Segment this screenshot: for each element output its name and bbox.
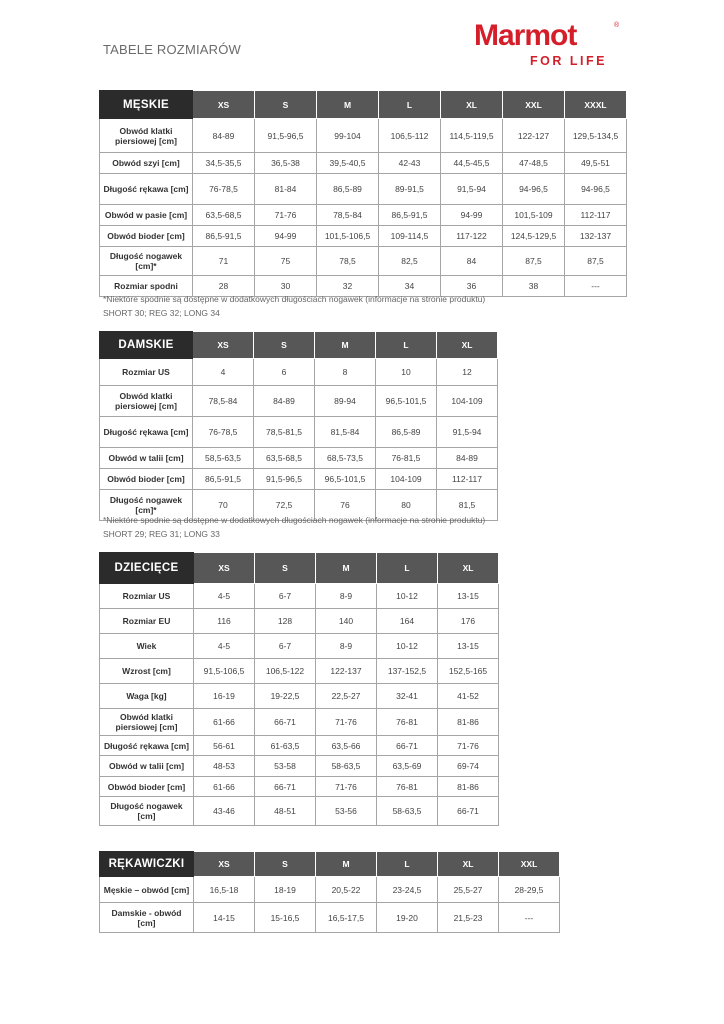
page-title: TABELE ROZMIARÓW: [103, 42, 242, 57]
row-label: Rozmiar EU: [100, 609, 194, 634]
table-cell: 56-61: [194, 736, 255, 756]
table-category-header: RĘKAWICZKI: [100, 852, 194, 877]
table-cell: 82,5: [379, 247, 441, 276]
table-row: [100, 903, 560, 933]
size-header: L: [376, 332, 437, 359]
size-header: M: [316, 852, 377, 877]
table-row: [100, 469, 498, 490]
table-row: [100, 417, 498, 448]
table-cell: 86,5-91,5: [193, 226, 255, 247]
table-cell: 34: [379, 276, 441, 297]
table-cell: ---: [499, 903, 560, 933]
table-cell: 91,5-106,5: [194, 659, 255, 684]
table-cell: 112-117: [437, 469, 498, 490]
table-cell: 76-81,5: [376, 448, 437, 469]
table-cell: 176: [438, 609, 499, 634]
table-cell: 96,5-101,5: [315, 469, 376, 490]
table-cell: 22,5-27: [316, 684, 377, 709]
table-cell: 18-19: [255, 877, 316, 903]
size-header: XXXL: [565, 91, 627, 119]
table-cell: 36,5-38: [255, 153, 317, 174]
table-cell: 91,5-96,5: [255, 119, 317, 153]
table-cell: 99-104: [317, 119, 379, 153]
table-cell: 71: [193, 247, 255, 276]
table-cell: 84-89: [254, 386, 315, 417]
row-label: Rozmiar US: [100, 359, 193, 386]
table-cell: 32: [317, 276, 379, 297]
table-cell: 4-5: [194, 584, 255, 609]
table-cell: 91,5-94: [441, 174, 503, 205]
table-cell: 129,5-134,5: [565, 119, 627, 153]
size-header: XL: [438, 852, 499, 877]
table-cell: 10-12: [377, 634, 438, 659]
table-row: [100, 684, 499, 709]
table-cell: 76: [315, 490, 376, 521]
table-cell: 30: [255, 276, 317, 297]
table-cell: 63,5-68,5: [254, 448, 315, 469]
table-cell: 66-71: [255, 777, 316, 797]
table-cell: 122-127: [503, 119, 565, 153]
table-cell: 76-78,5: [193, 174, 255, 205]
table-cell: 84-89: [193, 119, 255, 153]
table-cell: 86,5-91,5: [193, 469, 254, 490]
table-cell: 71-76: [255, 205, 317, 226]
table-cell: 21,5-23: [438, 903, 499, 933]
table-cell: 101,5-106,5: [317, 226, 379, 247]
table-cell: 106,5-112: [379, 119, 441, 153]
table-row: [100, 797, 499, 826]
table-cell: 112-117: [565, 205, 627, 226]
table-cell: 63,5-66: [316, 736, 377, 756]
table-cell: 16,5-17,5: [316, 903, 377, 933]
size-table-mens: [99, 90, 627, 297]
table-cell: 20,5-22: [316, 877, 377, 903]
logo-tagline: FOR LIFE: [530, 54, 607, 68]
table-cell: 72,5: [254, 490, 315, 521]
size-header: XXL: [503, 91, 565, 119]
table-row: [100, 153, 627, 174]
size-table-gloves: [99, 851, 560, 933]
table-cell: 41-52: [438, 684, 499, 709]
table-row: [100, 386, 498, 417]
table-cell: 84: [441, 247, 503, 276]
row-label: Obwód szyi [cm]: [100, 153, 193, 174]
size-header: S: [255, 91, 317, 119]
table-cell: 58-63,5: [377, 797, 438, 826]
table-cell: 6-7: [255, 634, 316, 659]
table-cell: 76-81: [377, 709, 438, 736]
length-options-note: SHORT 30; REG 32; LONG 34: [103, 308, 220, 318]
table-cell: 87,5: [503, 247, 565, 276]
table-cell: 137-152,5: [377, 659, 438, 684]
size-table-womens: [99, 331, 498, 521]
row-label: Obwód bioder [cm]: [100, 777, 194, 797]
length-options-note: SHORT 29; REG 31; LONG 33: [103, 529, 220, 539]
table-cell: 152,5-165: [438, 659, 499, 684]
table-cell: 75: [255, 247, 317, 276]
row-label: Damskie - obwód [cm]: [100, 903, 194, 933]
size-header: XL: [438, 553, 499, 584]
row-label: Długość rękawa [cm]: [100, 736, 194, 756]
table-cell: 19-20: [377, 903, 438, 933]
table-cell: 49,5-51: [565, 153, 627, 174]
table-cell: 42-43: [379, 153, 441, 174]
table-cell: 47-48,5: [503, 153, 565, 174]
size-table-kids: [99, 552, 499, 826]
table-cell: 81-84: [255, 174, 317, 205]
table-cell: 116: [194, 609, 255, 634]
logo-wordmark: Marmot: [474, 19, 577, 52]
table-cell: 28-29,5: [499, 877, 560, 903]
table-cell: 63,5-69: [377, 756, 438, 777]
table-cell: 10-12: [377, 584, 438, 609]
table-cell: 16-19: [194, 684, 255, 709]
table-cell: 114,5-119,5: [441, 119, 503, 153]
table-cell: 89-91,5: [379, 174, 441, 205]
table-cell: 8-9: [316, 584, 377, 609]
table-cell: 106,5-122: [255, 659, 316, 684]
table-row: [100, 634, 499, 659]
table-cell: 86,5-89: [317, 174, 379, 205]
table-cell: 66-71: [377, 736, 438, 756]
table-cell: 78,5-84: [193, 386, 254, 417]
table-cell: 28: [193, 276, 255, 297]
table-cell: 78,5-81,5: [254, 417, 315, 448]
row-label: Długość rękawa [cm]: [100, 174, 193, 205]
table-category-header: MĘSKIE: [100, 91, 193, 119]
table-cell: 94-96,5: [565, 174, 627, 205]
table-row: [100, 584, 499, 609]
table-row: [100, 448, 498, 469]
size-header: L: [377, 553, 438, 584]
table-cell: 94-96,5: [503, 174, 565, 205]
table-row: [100, 226, 627, 247]
size-header: XS: [193, 91, 255, 119]
row-label: Męskie – obwód [cm]: [100, 877, 194, 903]
table-cell: 19-22,5: [255, 684, 316, 709]
size-header: L: [379, 91, 441, 119]
size-header: S: [254, 332, 315, 359]
size-header: S: [255, 553, 316, 584]
table-cell: 58-63,5: [316, 756, 377, 777]
table-row: [100, 359, 498, 386]
table-cell: 81-86: [438, 709, 499, 736]
table-category-header: DZIECIĘCE: [100, 553, 194, 584]
row-label: Długość nogawek [cm]: [100, 797, 194, 826]
row-label: Obwód w talii [cm]: [100, 756, 194, 777]
row-label: Obwód klatki piersiowej [cm]: [100, 119, 193, 153]
table-cell: 164: [377, 609, 438, 634]
table-cell: 104-109: [437, 386, 498, 417]
table-cell: 71-76: [316, 709, 377, 736]
size-header: XXL: [499, 852, 560, 877]
table-row: [100, 736, 499, 756]
table-cell: 76-78,5: [193, 417, 254, 448]
table-cell: 89-94: [315, 386, 376, 417]
table-cell: 128: [255, 609, 316, 634]
table-category-header: DAMSKIE: [100, 332, 193, 359]
table-cell: 4-5: [194, 634, 255, 659]
size-header: XS: [194, 852, 255, 877]
table-cell: 14-15: [194, 903, 255, 933]
size-header: L: [377, 852, 438, 877]
table-cell: 76-81: [377, 777, 438, 797]
row-label: Wzrost [cm]: [100, 659, 194, 684]
table-cell: 15-16,5: [255, 903, 316, 933]
table-cell: 53-56: [316, 797, 377, 826]
table-cell: 61-63,5: [255, 736, 316, 756]
size-header: XS: [194, 553, 255, 584]
table-row: [100, 709, 499, 736]
row-label: Długość nogawek [cm]*: [100, 490, 193, 521]
brand-logo: [474, 20, 624, 72]
size-header: XS: [193, 332, 254, 359]
table-cell: 71-76: [316, 777, 377, 797]
table-cell: 117-122: [441, 226, 503, 247]
size-header: M: [315, 332, 376, 359]
table-cell: 4: [193, 359, 254, 386]
table-cell: 13-15: [438, 584, 499, 609]
table-cell: 68,5-73,5: [315, 448, 376, 469]
table-cell: 53-58: [255, 756, 316, 777]
table-row: [100, 609, 499, 634]
logo-trademark: ®: [614, 22, 620, 29]
table-cell: 10: [376, 359, 437, 386]
table-cell: 78,5: [317, 247, 379, 276]
table-cell: 96,5-101,5: [376, 386, 437, 417]
table-cell: 32-41: [377, 684, 438, 709]
size-header: M: [316, 553, 377, 584]
table-cell: 87,5: [565, 247, 627, 276]
table-cell: 101,5-109: [503, 205, 565, 226]
table-cell: 25,5-27: [438, 877, 499, 903]
table-row: [100, 659, 499, 684]
row-label: Obwód bioder [cm]: [100, 469, 193, 490]
table-cell: 109-114,5: [379, 226, 441, 247]
table-cell: 38: [503, 276, 565, 297]
table-cell: 81,5-84: [315, 417, 376, 448]
table-cell: 122-137: [316, 659, 377, 684]
table-row: [100, 205, 627, 226]
row-label: Waga [kg]: [100, 684, 194, 709]
table-cell: 43-46: [194, 797, 255, 826]
row-label: Wiek: [100, 634, 194, 659]
table-cell: 16,5-18: [194, 877, 255, 903]
table-cell: 94-99: [255, 226, 317, 247]
table-cell: ---: [565, 276, 627, 297]
table-cell: 81,5: [437, 490, 498, 521]
table-cell: 63,5-68,5: [193, 205, 255, 226]
row-label: Długość rękawa [cm]: [100, 417, 193, 448]
table-cell: 78,5-84: [317, 205, 379, 226]
row-label: Długość nogawek [cm]*: [100, 247, 193, 276]
table-cell: 12: [437, 359, 498, 386]
table-cell: 124,5-129,5: [503, 226, 565, 247]
table-cell: 140: [316, 609, 377, 634]
table-cell: 44,5-45,5: [441, 153, 503, 174]
table-cell: 66-71: [255, 709, 316, 736]
row-label: Obwód klatki piersiowej [cm]: [100, 386, 193, 417]
table-cell: 69-74: [438, 756, 499, 777]
table-cell: 39,5-40,5: [317, 153, 379, 174]
table-cell: 71-76: [438, 736, 499, 756]
table-cell: 8-9: [316, 634, 377, 659]
table-cell: 66-71: [438, 797, 499, 826]
table-cell: 84-89: [437, 448, 498, 469]
table-cell: 81-86: [438, 777, 499, 797]
table-cell: 94-99: [441, 205, 503, 226]
table-cell: 8: [315, 359, 376, 386]
table-cell: 91,5-96,5: [254, 469, 315, 490]
table-row: [100, 247, 627, 276]
row-label: Obwód klatki piersiowej [cm]: [100, 709, 194, 736]
row-label: Obwód bioder [cm]: [100, 226, 193, 247]
table-cell: 80: [376, 490, 437, 521]
size-header: XL: [441, 91, 503, 119]
table-row: [100, 756, 499, 777]
table-row: [100, 174, 627, 205]
footnote: *Niektóre spodnie są dostępne w dodatkowych długościach nogawek (informacje na stronie produktu): [103, 294, 486, 304]
row-label: Rozmiar US: [100, 584, 194, 609]
table-cell: 61-66: [194, 709, 255, 736]
table-cell: 91,5-94: [437, 417, 498, 448]
table-row: [100, 877, 560, 903]
table-cell: 86,5-91,5: [379, 205, 441, 226]
table-cell: 61-66: [194, 777, 255, 797]
table-cell: 48-53: [194, 756, 255, 777]
row-label: Rozmiar spodni: [100, 276, 193, 297]
table-row: [100, 777, 499, 797]
table-cell: 132-137: [565, 226, 627, 247]
table-cell: 6-7: [255, 584, 316, 609]
size-header: S: [255, 852, 316, 877]
size-header: M: [317, 91, 379, 119]
table-cell: 23-24,5: [377, 877, 438, 903]
table-cell: 34,5-35,5: [193, 153, 255, 174]
table-cell: 6: [254, 359, 315, 386]
row-label: Obwód w talii [cm]: [100, 448, 193, 469]
table-cell: 48-51: [255, 797, 316, 826]
table-cell: 70: [193, 490, 254, 521]
table-cell: 36: [441, 276, 503, 297]
table-cell: 13-15: [438, 634, 499, 659]
table-cell: 86,5-89: [376, 417, 437, 448]
table-cell: 58,5-63,5: [193, 448, 254, 469]
row-label: Obwód w pasie [cm]: [100, 205, 193, 226]
table-row: [100, 119, 627, 153]
size-header: XL: [437, 332, 498, 359]
table-cell: 104-109: [376, 469, 437, 490]
footnote: *Niektóre spodnie są dostępne w dodatkowych długościach nogawek (informacje na stronie produktu): [103, 515, 486, 525]
